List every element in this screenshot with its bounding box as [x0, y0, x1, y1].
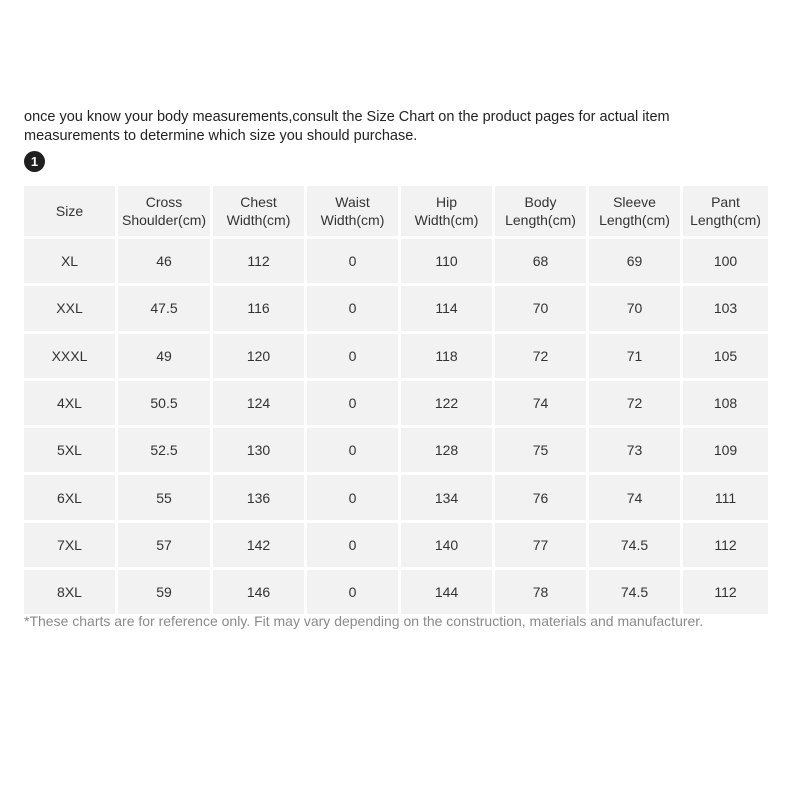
column-header-line-2: Length(cm): [690, 212, 761, 228]
size-cell: XXXL: [24, 334, 115, 378]
measurement-cell: 146: [213, 570, 304, 614]
measurement-cell: 74.5: [589, 570, 680, 614]
column-header-line-2: Width(cm): [414, 212, 479, 228]
column-header-line-1: Chest: [240, 194, 277, 210]
table-row: [24, 286, 768, 330]
measurement-cell: 116: [213, 286, 304, 330]
table-row: [24, 381, 768, 425]
column-header-line-2: Width(cm): [320, 212, 385, 228]
measurement-cell: 0: [307, 286, 398, 330]
measurement-cell: 71: [589, 334, 680, 378]
column-header-line-1: Pant: [711, 194, 740, 210]
measurement-cell: 72: [589, 381, 680, 425]
measurement-cell: 74: [589, 475, 680, 519]
column-header-line-1: Cross: [145, 194, 183, 210]
column-header: [24, 186, 115, 236]
measurement-cell: 55: [118, 475, 210, 519]
measurement-cell: 0: [307, 475, 398, 519]
table-row: [24, 475, 768, 519]
intro-text: [24, 108, 784, 146]
measurement-cell: 118: [401, 334, 492, 378]
measurement-cell: 46: [118, 239, 210, 283]
table-header-row: [24, 186, 768, 236]
size-cell: XXL: [24, 286, 115, 330]
measurement-cell: 50.5: [118, 381, 210, 425]
table-row: [24, 523, 768, 567]
measurement-cell: 57: [118, 523, 210, 567]
measurement-cell: 47.5: [118, 286, 210, 330]
measurement-cell: 73: [589, 428, 680, 472]
measurement-cell: 112: [213, 239, 304, 283]
column-header-line-2: Length(cm): [505, 212, 576, 228]
measurement-cell: 136: [213, 475, 304, 519]
measurement-cell: 0: [307, 239, 398, 283]
size-cell: 8XL: [24, 570, 115, 614]
column-header-line-2: Width(cm): [226, 212, 291, 228]
measurement-cell: 59: [118, 570, 210, 614]
column-header-line-2: Shoulder(cm): [121, 212, 207, 228]
measurement-cell: 112: [683, 570, 768, 614]
measurement-cell: 52.5: [118, 428, 210, 472]
column-header-line-1: Size: [55, 203, 84, 219]
measurement-cell: 78: [495, 570, 586, 614]
size-cell: 7XL: [24, 523, 115, 567]
measurement-cell: 0: [307, 381, 398, 425]
measurement-cell: 74.5: [589, 523, 680, 567]
table-row: [24, 239, 768, 283]
measurement-cell: 0: [307, 334, 398, 378]
measurement-cell: 128: [401, 428, 492, 472]
measurement-cell: 77: [495, 523, 586, 567]
measurement-cell: 142: [213, 523, 304, 567]
measurement-cell: 144: [401, 570, 492, 614]
step-number-badge: 1: [24, 151, 45, 172]
size-cell: 6XL: [24, 475, 115, 519]
intro-line-1: once you know your body measurements,consult the Size Chart on the product pages for actual item: [24, 109, 670, 125]
column-header: [307, 186, 398, 236]
table-body: [24, 239, 768, 614]
column-header: [683, 186, 768, 236]
measurement-cell: 112: [683, 523, 768, 567]
column-header-line-1: Hip: [435, 194, 457, 210]
measurement-cell: 69: [589, 239, 680, 283]
column-header: [401, 186, 492, 236]
measurement-cell: 140: [401, 523, 492, 567]
disclaimer-note: *These charts are for reference only. Fit may vary depending on the construction, materials and manufacturer.: [24, 613, 704, 629]
column-header-line-1: Sleeve: [613, 194, 656, 210]
measurement-cell: 134: [401, 475, 492, 519]
column-header: [495, 186, 586, 236]
measurement-cell: 122: [401, 381, 492, 425]
measurement-cell: 120: [213, 334, 304, 378]
column-header-line-2: Length(cm): [599, 212, 670, 228]
measurement-cell: 76: [495, 475, 586, 519]
size-cell: XL: [24, 239, 115, 283]
table-row: [24, 570, 768, 614]
measurement-cell: 111: [683, 475, 768, 519]
measurement-cell: 105: [683, 334, 768, 378]
size-cell: 5XL: [24, 428, 115, 472]
measurement-cell: 72: [495, 334, 586, 378]
measurement-cell: 109: [683, 428, 768, 472]
measurement-cell: 108: [683, 381, 768, 425]
size-chart-table: [21, 183, 771, 617]
measurement-cell: 70: [589, 286, 680, 330]
measurement-cell: 49: [118, 334, 210, 378]
column-header: [589, 186, 680, 236]
column-header-line-1: Waist: [335, 194, 370, 210]
measurement-cell: 70: [495, 286, 586, 330]
measurement-cell: 124: [213, 381, 304, 425]
measurement-cell: 103: [683, 286, 768, 330]
column-header: [118, 186, 210, 236]
column-header-line-1: Body: [524, 194, 557, 210]
measurement-cell: 68: [495, 239, 586, 283]
measurement-cell: 100: [683, 239, 768, 283]
measurement-cell: 110: [401, 239, 492, 283]
measurement-cell: 0: [307, 428, 398, 472]
measurement-cell: 0: [307, 570, 398, 614]
measurement-cell: 130: [213, 428, 304, 472]
measurement-cell: 75: [495, 428, 586, 472]
measurement-cell: 0: [307, 523, 398, 567]
column-header: [213, 186, 304, 236]
measurement-cell: 114: [401, 286, 492, 330]
size-cell: 4XL: [24, 381, 115, 425]
table-row: [24, 428, 768, 472]
intro-line-2: measurements to determine which size you should purchase.: [24, 128, 418, 144]
measurement-cell: 74: [495, 381, 586, 425]
table-row: [24, 334, 768, 378]
